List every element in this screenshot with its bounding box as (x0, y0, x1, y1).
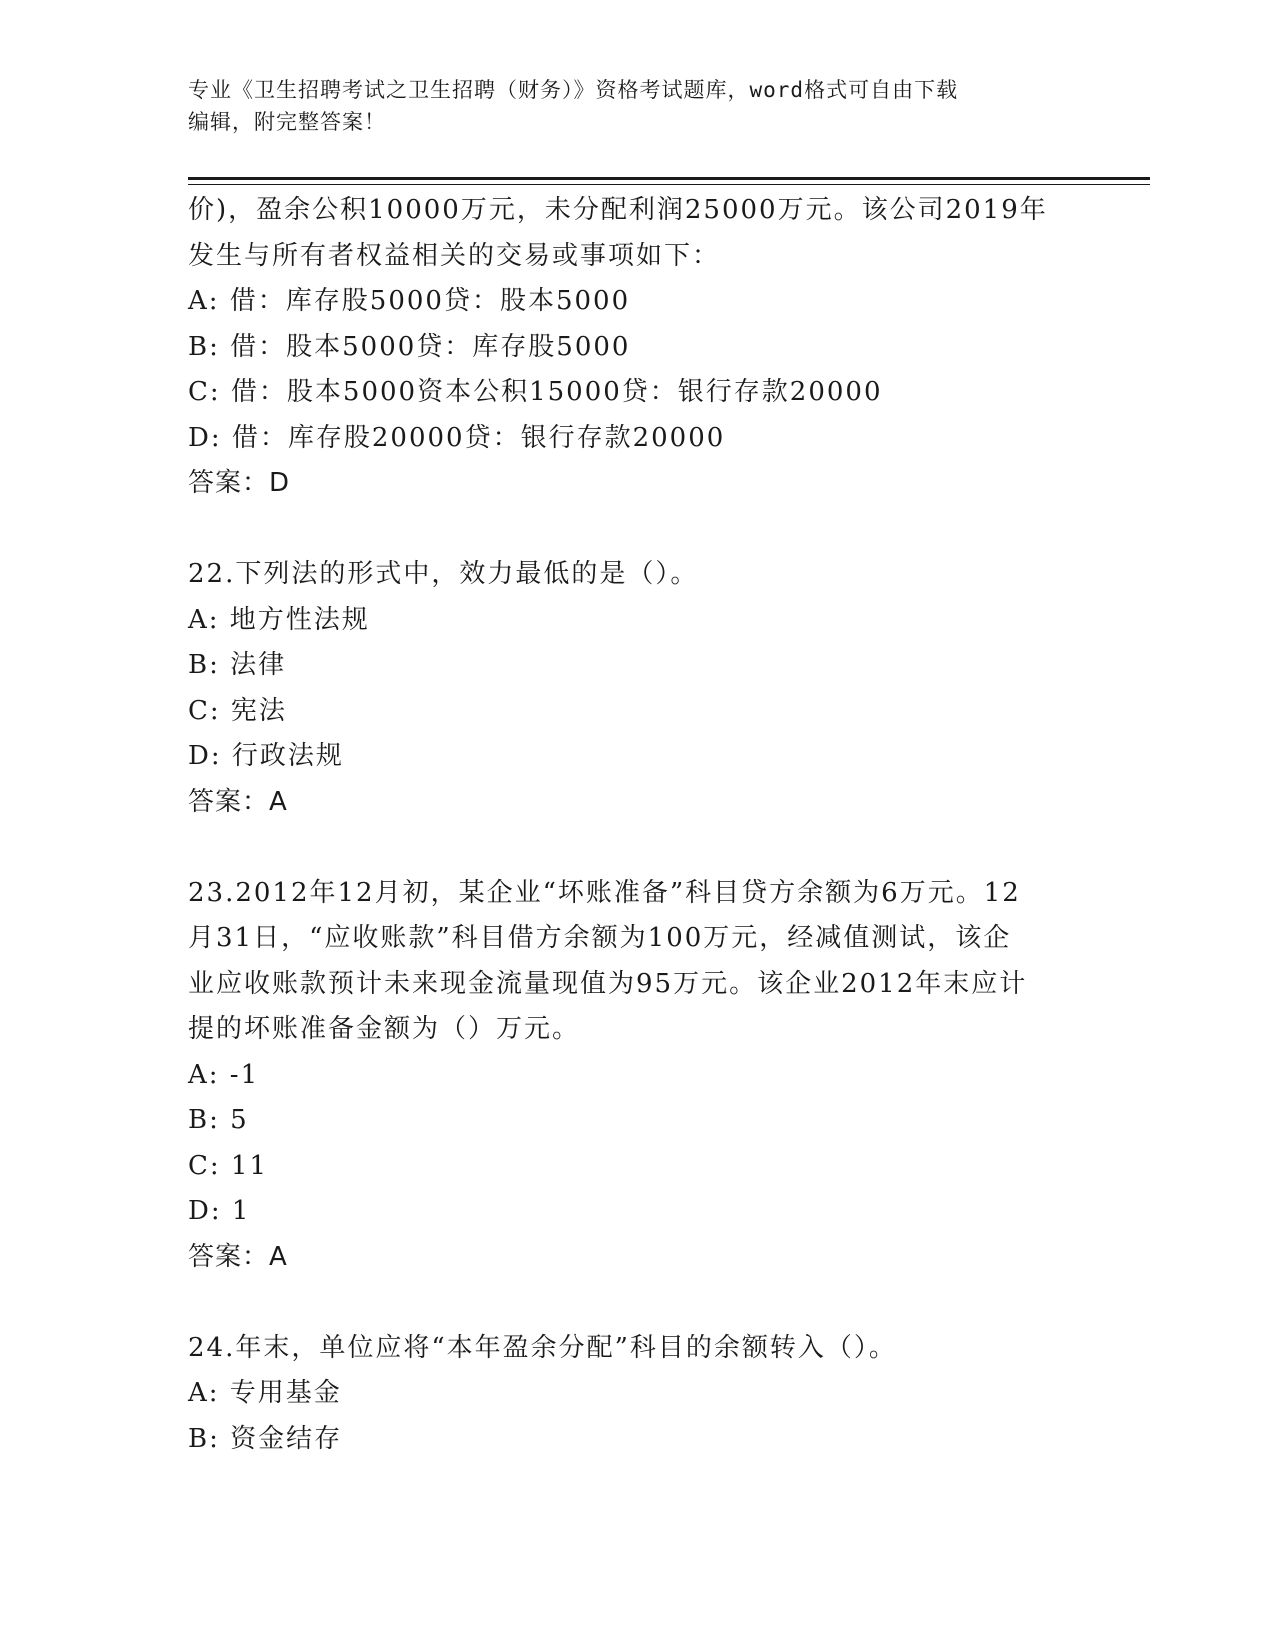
option-b: B: 法律 (188, 650, 287, 680)
answer: 答案：D (188, 468, 291, 498)
option-c: C: 宪法 (188, 695, 287, 726)
question-text-line: 发生与所有者权益相关的交易或事项如下： (188, 240, 721, 271)
answer: 答案：A (188, 786, 288, 817)
page-header (188, 74, 1088, 138)
option-d: D: 行政法规 (188, 741, 344, 771)
option-b: B: 资金结存 (188, 1423, 343, 1454)
header-divider-thin (188, 184, 1150, 185)
spacer (188, 825, 1078, 871)
header-divider-thick (188, 177, 1150, 180)
question-text-line: 23.2012年12月初，某企业“坏账准备”科目贷方余额为6万元。12 (188, 877, 1021, 908)
option-a: A: -1 (188, 1059, 260, 1090)
question-22 (188, 552, 1078, 825)
question-text-line: 24.年末，单位应将“本年盈余分配”科目的余额转入（）。 (188, 1332, 897, 1363)
question-23 (188, 871, 1078, 1281)
question-list (188, 188, 1078, 1462)
question-21 (188, 188, 1078, 507)
option-b: B: 借：股本5000贷：库存股5000 (188, 331, 631, 362)
question-text-line: 价)，盈余公积10000万元，未分配利润25000万元。该公司2019年 (188, 195, 1048, 225)
option-b: B: 5 (188, 1105, 249, 1135)
option-c: C: 借：股本5000资本公积15000贷：银行存款20000 (188, 377, 883, 407)
answer: 答案：A (188, 1241, 288, 1272)
question-text-line: 22.下列法的形式中，效力最低的是（）。 (188, 559, 699, 589)
option-c: C: 11 (188, 1150, 269, 1181)
option-a: A: 地方性法规 (188, 604, 370, 635)
spacer (188, 507, 1078, 553)
option-a: A: 专用基金 (188, 1378, 342, 1408)
option-a: A: 借：库存股5000贷：股本5000 (188, 286, 631, 316)
option-d: D: 借：库存股20000贷：银行存款20000 (188, 422, 726, 453)
question-text-line: 月31日，“应收账款”科目借方余额为100万元，经减值测试，该企 (188, 923, 1012, 953)
question-text-line: 提的坏账准备金额为（）万元。 (188, 1014, 581, 1044)
question-text-line: 业应收账款预计未来现金流量现值为95万元。该企业2012年末应计 (188, 968, 1028, 999)
spacer (188, 1280, 1078, 1326)
question-24 (188, 1326, 1078, 1463)
header-line-1: 专业《卫生招聘考试之卫生招聘（财务）》资格考试题库，word格式可自由下载 (188, 78, 959, 102)
header-line-2: 编辑，附完整答案！ (188, 110, 386, 134)
option-d: D: 1 (188, 1196, 251, 1226)
